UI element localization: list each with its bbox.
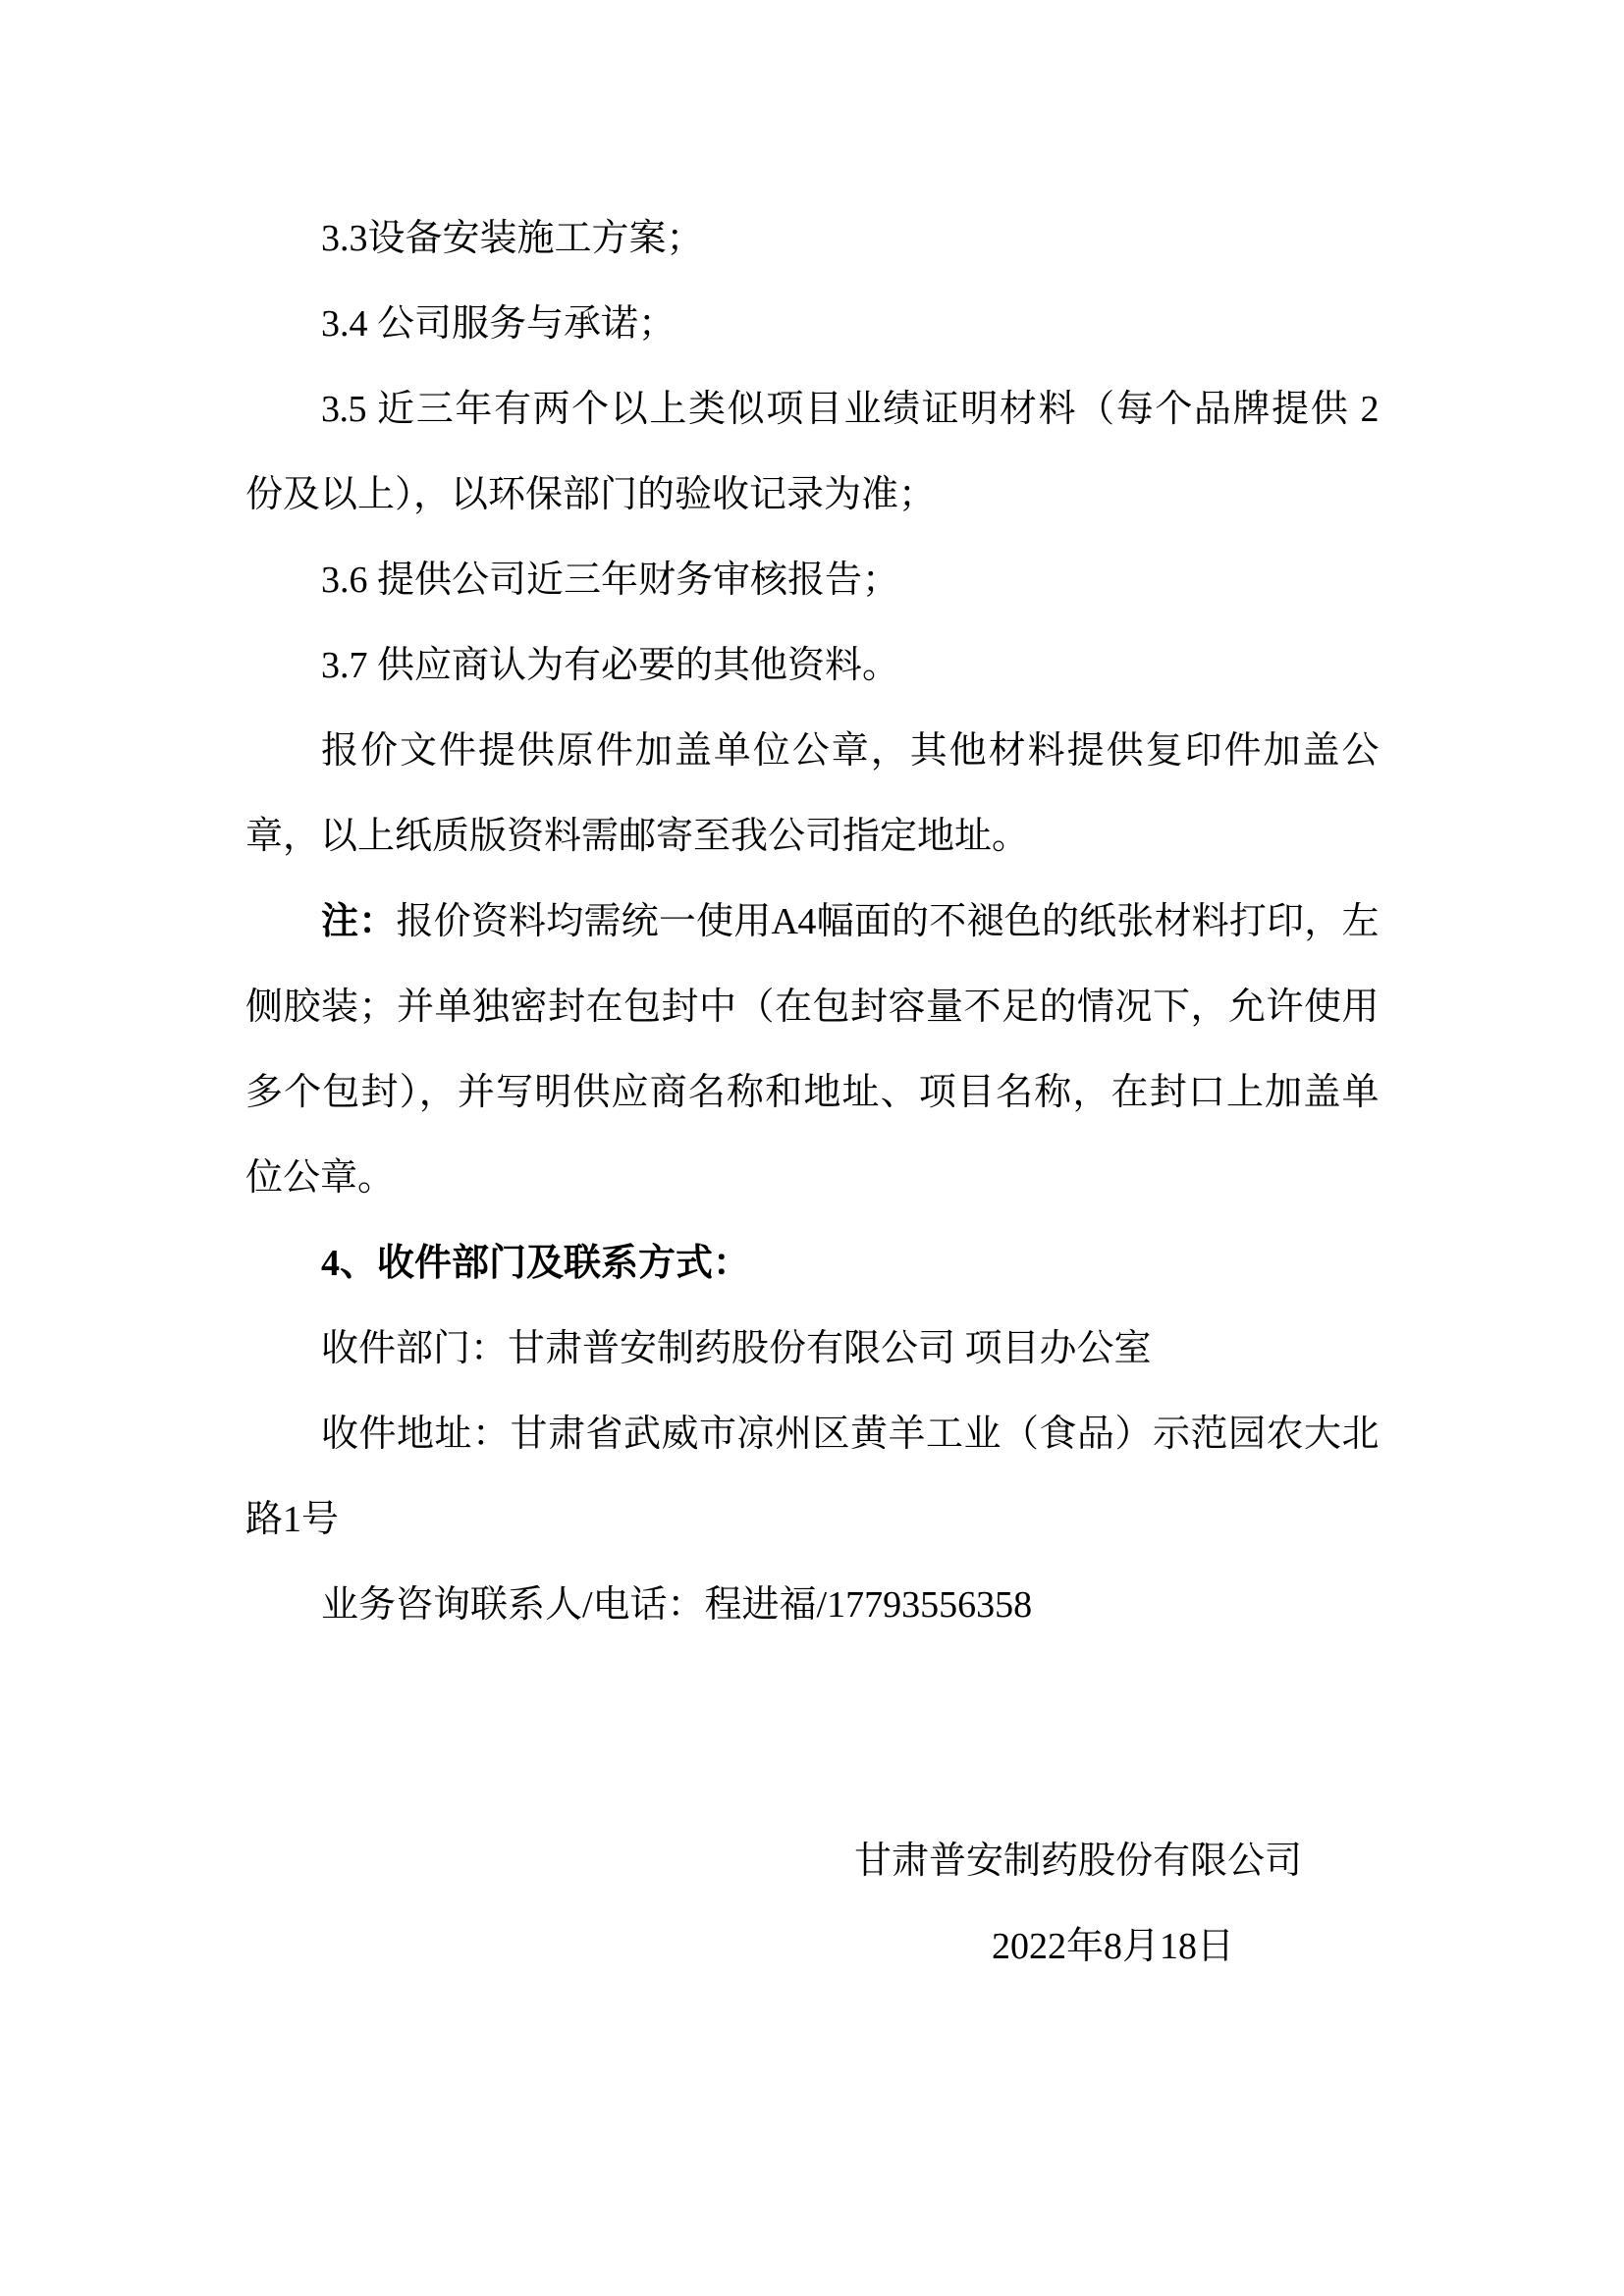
- clause-3-5-line-1: 3.5 近三年有两个以上类似项目业绩证明材料（每个品牌提供 2: [321, 389, 1379, 430]
- clause-3-3: 3.3设备安装施工方案；: [321, 218, 704, 259]
- note-line-2: 侧胶装；并单独密封在包封中（在包封容量不足的情况下，允许使用: [245, 987, 1379, 1028]
- clause-3-7: 3.7 供应商认为有必要的其他资料。: [321, 645, 900, 686]
- blank-space: [245, 1648, 1379, 1819]
- recipient-address-line-1: 收件地址：甘肃省武威市凉州区黄羊工业（食品）示范园农大北: [321, 1414, 1379, 1455]
- signature-date: 2022年8月18日: [992, 1926, 1235, 1967]
- business-contact-line: 业务咨询联系人/电话：程进福/17793556358: [321, 1584, 1033, 1626]
- section-4-heading: 4、收件部门及联系方式：: [321, 1243, 751, 1284]
- clause-3-4: 3.4 公司服务与承诺；: [321, 303, 677, 345]
- signature-company: 甘肃普安制药股份有限公司: [854, 1841, 1303, 1882]
- note-text-1: 报价资料均需统一使用A4幅面的不褪色的纸张材料打印，左: [396, 901, 1379, 942]
- clause-3-5-line-2: 份及以上），以环保部门的验收记录为准；: [245, 474, 937, 515]
- note-line-1: [245, 880, 1379, 965]
- mailing-paragraph-line-2: 章，以上纸质版资料需邮寄至我公司指定地址。: [245, 816, 1030, 857]
- clause-3-6: 3.6 提供公司近三年财务审核报告；: [321, 560, 900, 601]
- note-line-3: 多个包封），并写明供应商名称和地址、项目名称，在封口上加盖单: [245, 1072, 1379, 1113]
- recipient-address-line-2: 路1号: [245, 1499, 340, 1540]
- recipient-department-line: 收件部门：甘肃普安制药股份有限公司 项目办公室: [321, 1328, 1152, 1369]
- note-label: 注：: [321, 901, 397, 942]
- note-line-4: 位公章。: [245, 1157, 396, 1199]
- mailing-paragraph-line-1: 报价文件提供原件加盖单位公章，其他材料提供复印件加盖公: [321, 730, 1379, 772]
